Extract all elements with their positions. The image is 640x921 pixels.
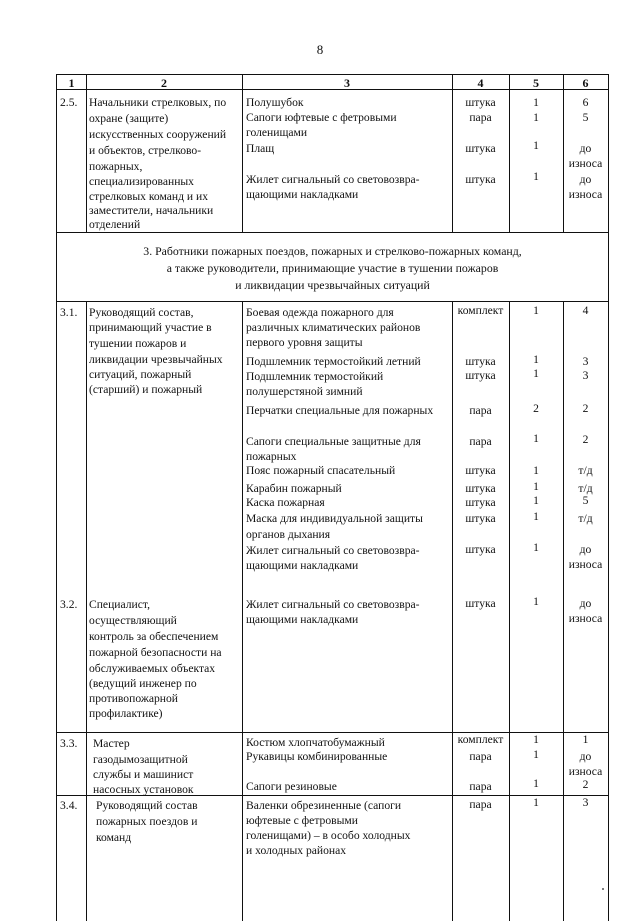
item-term: 3: [582, 369, 589, 382]
item-name: первого уровня защиты: [246, 336, 363, 349]
column-header: 3: [344, 76, 350, 90]
item-term: до: [579, 543, 592, 556]
item-unit: штука: [465, 96, 496, 109]
item-unit: штука: [465, 482, 496, 495]
position-line: (старший) и пожарный: [89, 383, 203, 396]
item-term: 6: [582, 96, 589, 109]
item-qty: 1: [533, 480, 539, 493]
item-qty: 1: [533, 432, 539, 445]
item-term: 4: [582, 304, 589, 317]
column-divider: [242, 301, 243, 921]
section-heading: и ликвидации чрезвычайных ситуаций: [235, 278, 430, 292]
item-name: Плащ: [246, 142, 275, 155]
item-term: т/д: [578, 464, 593, 477]
item-term: износа: [568, 612, 603, 625]
item-unit: штука: [465, 369, 496, 382]
position-line: специализированных: [89, 175, 194, 188]
item-name: Костюм хлопчатобумажный: [246, 736, 385, 749]
position-line: Руководящий состав,: [89, 306, 194, 319]
column-header: 6: [582, 76, 589, 90]
item-qty: 1: [533, 464, 539, 477]
item-unit: штука: [465, 464, 496, 477]
position-line: газодымозащитной: [93, 753, 188, 766]
position-line: службы и машинист: [93, 768, 194, 781]
item-name: пожарных: [246, 450, 297, 463]
item-qty: 1: [533, 353, 539, 366]
position-line: отделений: [89, 218, 141, 231]
item-qty: 1: [533, 304, 539, 317]
position-line: контроль за обеспечением: [89, 630, 219, 643]
item-name: Подшлемник термостойкий: [246, 370, 384, 383]
item-term: 2: [582, 402, 589, 415]
item-name: Боевая одежда пожарного для: [246, 306, 394, 319]
item-unit: пара: [469, 435, 492, 448]
item-term: 5: [582, 111, 589, 124]
column-header: 1: [68, 76, 75, 90]
item-name: щающими накладками: [246, 188, 359, 201]
column-divider: [509, 301, 510, 921]
item-name: Сапоги юфтевые с фетровыми: [246, 111, 397, 124]
item-name: полушерстяной зимний: [246, 385, 363, 398]
item-unit: штука: [465, 355, 496, 368]
position-line: ликвидации чрезвычайных: [89, 353, 223, 366]
item-name: Маска для индивидуальной защиты: [246, 512, 423, 525]
item-name: голенищами: [246, 126, 308, 139]
item-term: износа: [568, 157, 603, 170]
item-name: Жилет сигнальный со световозвра-: [246, 598, 420, 611]
column-divider: [86, 75, 87, 232]
row-number: 3.2.: [60, 598, 78, 611]
position-line: осуществляющий: [89, 614, 177, 627]
item-term: т/д: [578, 512, 593, 525]
item-name: Жилет сигнальный со световозвра-: [246, 173, 420, 186]
position-line: пожарных,: [89, 160, 143, 173]
item-name: щающими накладками: [246, 613, 359, 626]
position-line: ситуаций, пожарный: [89, 368, 192, 381]
item-name: и холодных районах: [246, 844, 347, 857]
item-qty: 1: [533, 541, 539, 554]
position-line: насосных установок: [93, 783, 194, 796]
item-qty: 1: [533, 111, 539, 124]
item-qty: 1: [533, 733, 539, 746]
item-term: 3: [582, 796, 589, 809]
item-qty: 1: [533, 595, 539, 608]
position-line: пожарной безопасности на: [89, 646, 222, 659]
position-line: профилактике): [89, 707, 163, 720]
item-name: Рукавицы комбинированные: [246, 750, 388, 763]
position-line: противопожарной: [89, 692, 178, 705]
item-qty: 2: [533, 402, 539, 415]
item-qty: 1: [533, 796, 539, 809]
row-number: 3.4.: [60, 799, 78, 812]
item-unit: штука: [465, 512, 496, 525]
scan-speck: [602, 888, 604, 890]
item-term: износа: [568, 765, 603, 778]
item-unit: штука: [465, 142, 496, 155]
item-qty: 1: [533, 367, 539, 380]
section-heading: а также руководители, принимающие участие в тушении пожаров: [166, 261, 499, 275]
item-name: Полушубок: [246, 96, 304, 109]
item-unit: штука: [465, 543, 496, 556]
item-term: износа: [568, 558, 603, 571]
position-line: команд: [96, 831, 132, 844]
item-name: голенищами) – в особо холодных: [246, 829, 411, 842]
position-line: заместители, начальники: [89, 204, 214, 217]
item-qty: 1: [533, 494, 539, 507]
item-term: износа: [568, 188, 603, 201]
item-qty: 1: [533, 139, 539, 152]
item-name: Сапоги специальные защитные для: [246, 435, 421, 448]
item-name: щающими накладками: [246, 559, 359, 572]
position-line: стрелковых команд и их: [89, 190, 209, 203]
item-qty: 1: [533, 170, 539, 183]
position-line: пожарных поездов и: [96, 815, 198, 828]
position-line: искусственных сооружений: [89, 128, 227, 141]
item-term: 1: [582, 733, 589, 746]
item-term: 2: [582, 433, 589, 446]
item-name: юфтевые с фетровыми: [246, 814, 358, 827]
item-name: Перчатки специальные для пожарных: [246, 404, 434, 417]
item-qty: 1: [533, 748, 539, 761]
item-unit: пара: [469, 404, 492, 417]
section-heading: 3. Работники пожарных поездов, пожарных и стрелково-пожарных команд,: [143, 244, 522, 258]
column-divider: [242, 75, 243, 232]
position-line: Руководящий состав: [96, 799, 198, 812]
row-number: 3.1.: [60, 306, 78, 319]
table-divider: [57, 232, 608, 233]
item-name: Сапоги резиновые: [246, 780, 337, 793]
item-unit: пара: [469, 780, 492, 793]
item-term: до: [579, 750, 592, 763]
item-name: органов дыхания: [246, 528, 331, 541]
column-divider: [86, 301, 87, 921]
item-term: 3: [582, 355, 589, 368]
item-unit: комплект: [457, 304, 504, 317]
position-line: тушении пожаров и: [89, 337, 187, 350]
item-qty: 1: [533, 510, 539, 523]
position-line: Специалист,: [89, 598, 150, 611]
position-line: и объектов, стрелково-: [89, 144, 202, 157]
item-unit: пара: [469, 798, 492, 811]
item-term: до: [579, 142, 592, 155]
item-term: 2: [582, 778, 589, 791]
item-term: до: [579, 173, 592, 186]
column-header: 2: [161, 76, 167, 90]
position-line: Мастер: [93, 737, 130, 750]
item-name: Каска пожарная: [246, 496, 325, 509]
item-qty: 1: [533, 96, 539, 109]
column-header: 5: [533, 76, 539, 90]
item-unit: штука: [465, 597, 496, 610]
table-divider: [57, 301, 608, 302]
item-unit: штука: [465, 496, 496, 509]
position-line: Начальники стрелковых, по: [89, 96, 227, 109]
item-name: Пояс пожарный спасательный: [246, 464, 396, 477]
column-divider: [452, 301, 453, 921]
position-line: обслуживаемых объектах: [89, 662, 216, 675]
item-term: т/д: [578, 482, 593, 495]
item-unit: штука: [465, 173, 496, 186]
item-name: Подшлемник термостойкий летний: [246, 355, 421, 368]
item-qty: 1: [533, 777, 539, 790]
item-term: 5: [582, 494, 589, 507]
item-term: до: [579, 597, 592, 610]
item-name: Жилет сигнальный со световозвра-: [246, 544, 420, 557]
item-name: Карабин пожарный: [246, 482, 342, 495]
row-number: 3.3.: [60, 737, 78, 750]
clothing-norms-table: [56, 74, 609, 921]
position-line: (ведущий инженер по: [89, 677, 197, 690]
column-header: 4: [477, 76, 484, 90]
item-name: различных климатических районов: [246, 321, 421, 334]
position-line: принимающий участие в: [89, 321, 212, 334]
item-unit: пара: [469, 111, 492, 124]
page-number: 8: [316, 42, 324, 57]
item-name: Валенки обрезиненные (сапоги: [246, 799, 402, 812]
item-unit: комплект: [457, 733, 504, 746]
row-number: 2.5.: [60, 96, 78, 109]
item-unit: пара: [469, 750, 492, 763]
position-line: охране (защите): [89, 112, 169, 125]
